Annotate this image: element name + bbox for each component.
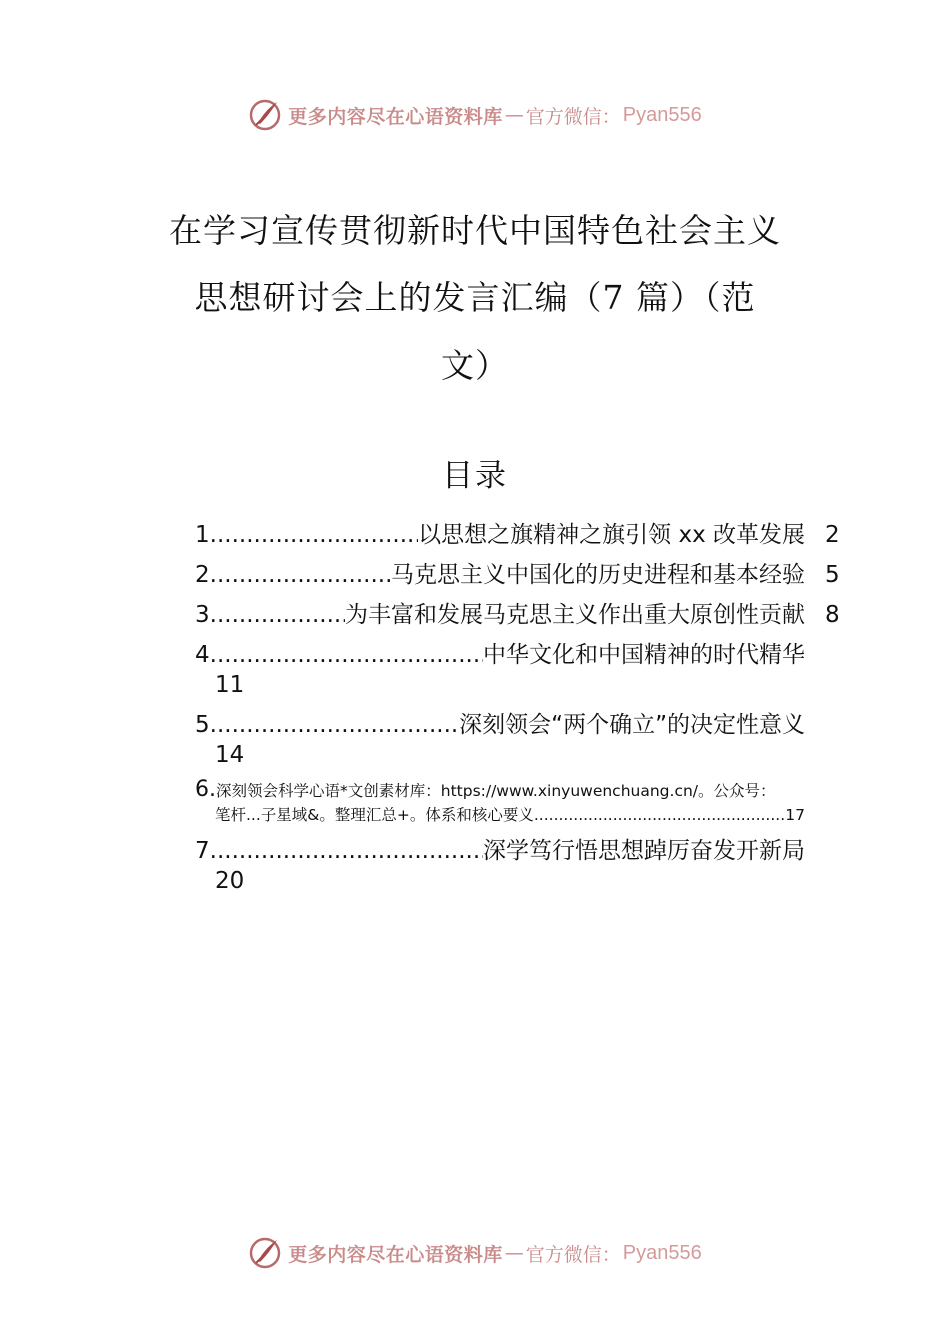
toc-entry-page: 11: [215, 672, 245, 698]
banner-separator: —: [504, 104, 524, 126]
toc-entry-title-line-1: 深刻领会科学心语*文创素材库：https://www.xinyuwenchuang.cn/。公众号：: [216, 782, 776, 800]
toc-entry-page: 5: [825, 562, 840, 588]
toc-leader-dots: [210, 836, 483, 866]
toc-entry-title: 深刻领会“两个确立”的决定性意义: [459, 712, 805, 738]
document-title-line-1: 在学习宣传贯彻新时代中国特色社会主义: [169, 211, 781, 250]
toc-leader-dots: [210, 600, 345, 630]
toc-entry-title: 马克思主义中国化的历史进程和基本经验: [391, 562, 805, 588]
quill-logo-icon: [248, 98, 282, 132]
toc-leader-dots: [210, 640, 483, 670]
toc-leader-dots: [534, 803, 785, 827]
toc-entry-7[interactable]: [195, 836, 845, 896]
toc-leader-dots: [210, 560, 391, 590]
banner-wechat-label: 官方微信：: [525, 105, 621, 128]
banner-slogan: 更多内容尽在心语资料库: [288, 1243, 503, 1266]
toc-entry-page: 17: [785, 806, 805, 824]
banner-wechat-id: Pyan556: [622, 103, 702, 126]
toc-entry-number: 3: [195, 602, 210, 628]
toc-entry-number: 1: [195, 522, 210, 548]
toc-entry-1[interactable]: [195, 520, 845, 550]
toc-entry-title: 以思想之旗精神之旗引领 xx 改革发展: [418, 522, 805, 548]
banner-slogan: 更多内容尽在心语资料库: [288, 105, 503, 128]
toc-entry-page: 8: [825, 602, 840, 628]
document-title-line-3: 文）: [441, 346, 509, 385]
toc-entry-number: 5: [195, 712, 210, 738]
toc-entry-number: 6.: [195, 777, 216, 802]
banner-separator: —: [504, 1242, 524, 1264]
toc-leader-dots: [210, 710, 460, 740]
toc-entry-5[interactable]: [195, 710, 845, 770]
toc-entry-4[interactable]: [195, 640, 845, 700]
toc-leader-dots: [210, 520, 419, 550]
toc-entry-number: 7: [195, 838, 210, 864]
header-banner: [0, 95, 950, 135]
toc-entry-title: 为丰富和发展马克思主义作出重大原创性贡献: [345, 602, 805, 628]
toc-entry-page: 2: [825, 522, 840, 548]
toc-entry-6[interactable]: [195, 778, 845, 827]
toc-entry-3[interactable]: [195, 600, 845, 630]
footer-banner: [0, 1233, 950, 1273]
banner-wechat-label: 官方微信：: [525, 1243, 621, 1266]
toc-entry-number: 2: [195, 562, 210, 588]
document-title-line-2: 思想研讨会上的发言汇编（7 篇）（范: [194, 278, 756, 317]
quill-logo-icon: [248, 1236, 282, 1270]
toc-entry-page: 20: [215, 868, 245, 894]
toc-heading: 目录: [442, 458, 508, 494]
toc-entry-title-line-2: 笔杆...子星域&。整理汇总+。体系和核心要义: [215, 806, 534, 824]
toc-entry-title: 深学笃行悟思想踔厉奋发开新局: [483, 838, 805, 864]
toc-entry-number: 4: [195, 642, 210, 668]
toc-entry-2[interactable]: [195, 560, 845, 590]
banner-wechat-id: Pyan556: [622, 1241, 702, 1264]
toc-entry-page: 14: [215, 742, 245, 768]
toc-entry-title: 中华文化和中国精神的时代精华: [483, 642, 805, 668]
